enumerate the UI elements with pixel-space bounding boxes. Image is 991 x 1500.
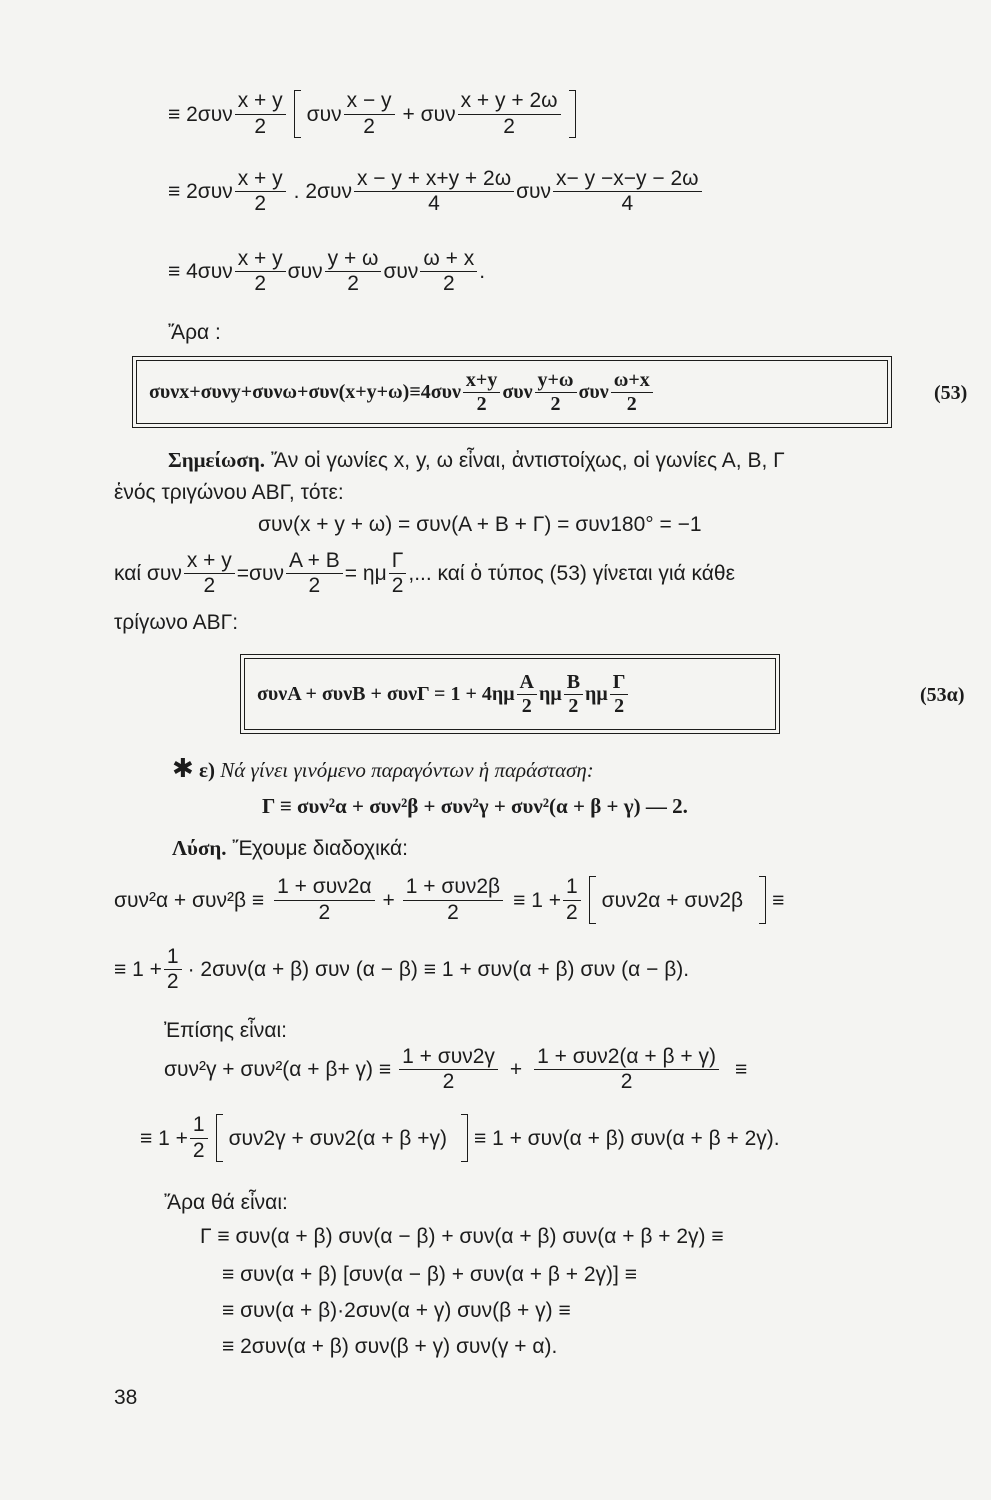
solution-heading: Λύση. Ἔχουμε διαδοχικά: xyxy=(172,836,409,860)
formula-text: συνΑ + συνΒ + συνΓ = 1 + 4ημ xyxy=(257,682,515,705)
fraction: Β 2 xyxy=(564,672,583,717)
solution-step-3: συν²γ + συν²(α + β+ γ) ≡ 1 + συν2γ 2 + 1 + συν2(α + β + γ) 2 ≡ xyxy=(164,1045,748,1094)
fraction: y+ω 2 xyxy=(535,370,577,415)
exercise-heading: ✱ ε) Νά γίνει γινόμενο παραγόντων ἡ παράσταση: xyxy=(172,754,594,783)
note-equation: συν(x + y + ω) = συν(Α + Β + Γ) = συν180° = −1 xyxy=(258,513,702,536)
page-number: 38 xyxy=(114,1386,138,1409)
right-bracket xyxy=(759,876,766,924)
final-line-1: Γ ≡ συν(α + β) συν(α − β) + συν(α + β) συν(α + β + 2γ) ≡ xyxy=(200,1225,724,1248)
final-line-2: ≡ συν(α + β) [συν(α − β) + συν(α + β + 2γ)] ≡ xyxy=(222,1263,637,1286)
equation-label-53a: (53α) xyxy=(920,684,965,706)
solution-step-1: συν²α + συν²β ≡ 1 + συν2α 2 + 1 + συν2β 2 ≡ 1 + $\frac{1}{2}$ συν2α + συν2β ≡ xyxy=(114,875,785,924)
fraction: x + y 2 xyxy=(235,168,286,215)
equation-label-53: (53) xyxy=(934,382,968,404)
note-paragraph: Σημείωση. Ἄν οἱ γωνίες x, y, ω εἶναι, ἀντιστοίχως, οἱ γωνίες Α, Β, Γ xyxy=(168,448,785,472)
identity-step-1 xyxy=(168,90,582,138)
fraction: $\frac{A + B}{2}$ xyxy=(286,550,343,597)
fraction: Α 2 xyxy=(517,672,537,717)
formula-box-53: συνx+συνy+συνω+συν(x+y+ω)≡4συν x+y 2 συν y+ω 2 συν ω+x 2 xyxy=(132,356,892,428)
gamma-definition: Γ ≡ συν²α + συν²β + συν²γ + συν²(α + β + γ) — 2. xyxy=(262,794,688,818)
fraction: $\frac{1}{2}$ xyxy=(563,876,581,923)
fraction: y + ω 2 xyxy=(325,248,382,295)
fraction: $\frac{1}{2}$ xyxy=(190,1114,208,1161)
final-line-3: ≡ συν(α + β)·2συν(α + γ) συν(β + γ) ≡ xyxy=(222,1299,571,1322)
fraction: 1 + συν2β 2 xyxy=(403,876,503,923)
identity-step-2 xyxy=(168,168,704,215)
fraction: x+y 2 xyxy=(463,370,500,415)
fraction: $\frac{1}{2}$ xyxy=(164,946,182,993)
solution-step-4: ≡ 1 + $\frac{1}{2}$ συν2γ + συν2(α + β +γ) ≡ 1 + συν(α + β) συν(α + β + 2γ). xyxy=(140,1113,780,1162)
fraction: x − y + x+y + 2ω 4 xyxy=(354,168,514,215)
fraction: x + y + 2ω 2 xyxy=(458,90,561,137)
note-line-3: τρίγωνο ΑΒΓ: xyxy=(114,611,239,634)
left-bracket xyxy=(216,1114,223,1162)
note-heading: Σημείωση. xyxy=(168,448,265,472)
term: συν xyxy=(383,260,419,284)
solution-step-2: ≡ 1 + $\frac{1}{2}$ · 2συν(α + β) συν (α − β) ≡ 1 + συν(α + β) συν (α − β). xyxy=(114,945,690,994)
episis-line: Ἐπίσης εἶναι: xyxy=(164,1019,287,1042)
note-half-angles: καί συν $\frac{x + y}{2}$ =συν $\frac{A + B}{2}$ = ημ Γ 2 ,... καί ὁ τύπος (53) γίνεται γιά κάθε xyxy=(114,549,735,598)
right-bracket xyxy=(461,1114,468,1162)
right-bracket xyxy=(569,90,576,138)
term: συν xyxy=(516,180,552,204)
star-icon: ✱ xyxy=(172,754,194,783)
fraction: x + y 2 xyxy=(235,248,286,295)
fraction: 1 + συν2γ 2 xyxy=(399,1046,498,1093)
term: ≡ 2συν xyxy=(168,180,233,204)
fraction: $\frac{x + y}{2}$ xyxy=(184,550,235,597)
identity-step-3: ≡ 4συν x + y 2 συν y + ω 2 συν ω + x 2 . xyxy=(168,247,486,296)
term: ≡ 2συν xyxy=(168,102,233,126)
left-bracket xyxy=(589,876,596,924)
fraction: x− y −x−y − 2ω 4 xyxy=(553,168,701,215)
note-line-2: ἑνός τριγώνου ΑΒΓ, τότε: xyxy=(114,481,344,504)
term: συν xyxy=(287,260,323,284)
fraction: Γ 2 xyxy=(610,672,629,717)
ara-heading: Ἄρα : xyxy=(168,321,221,344)
fraction: x + y 2 xyxy=(235,90,286,137)
fraction: x − y 2 xyxy=(344,90,395,137)
final-line-4: ≡ 2συν(α + β) συν(β + γ) συν(γ + α). xyxy=(222,1335,558,1358)
fraction: ω+x 2 xyxy=(611,370,653,415)
formula-text: συνx+συνy+συνω+συν(x+y+ω)≡4συν xyxy=(149,380,461,403)
formula-box-53a: συνΑ + συνΒ + συνΓ = 1 + 4ημ Α 2 ημ Β 2 ημ Γ 2 xyxy=(240,654,780,734)
ara-heading-2: Ἄρα θά εἶναι: xyxy=(164,1191,288,1214)
term: + συν xyxy=(402,102,456,126)
term: ≡ 4συν xyxy=(168,260,233,284)
fraction: 1 + συν2α 2 xyxy=(274,876,374,923)
term: συν xyxy=(306,102,342,126)
fraction: 1 + συν2(α + β + γ) 2 xyxy=(534,1046,719,1093)
term: . 2συν xyxy=(293,180,352,204)
fraction: ω + x 2 xyxy=(420,248,477,295)
fraction: Γ 2 xyxy=(389,550,407,597)
left-bracket xyxy=(294,90,301,138)
